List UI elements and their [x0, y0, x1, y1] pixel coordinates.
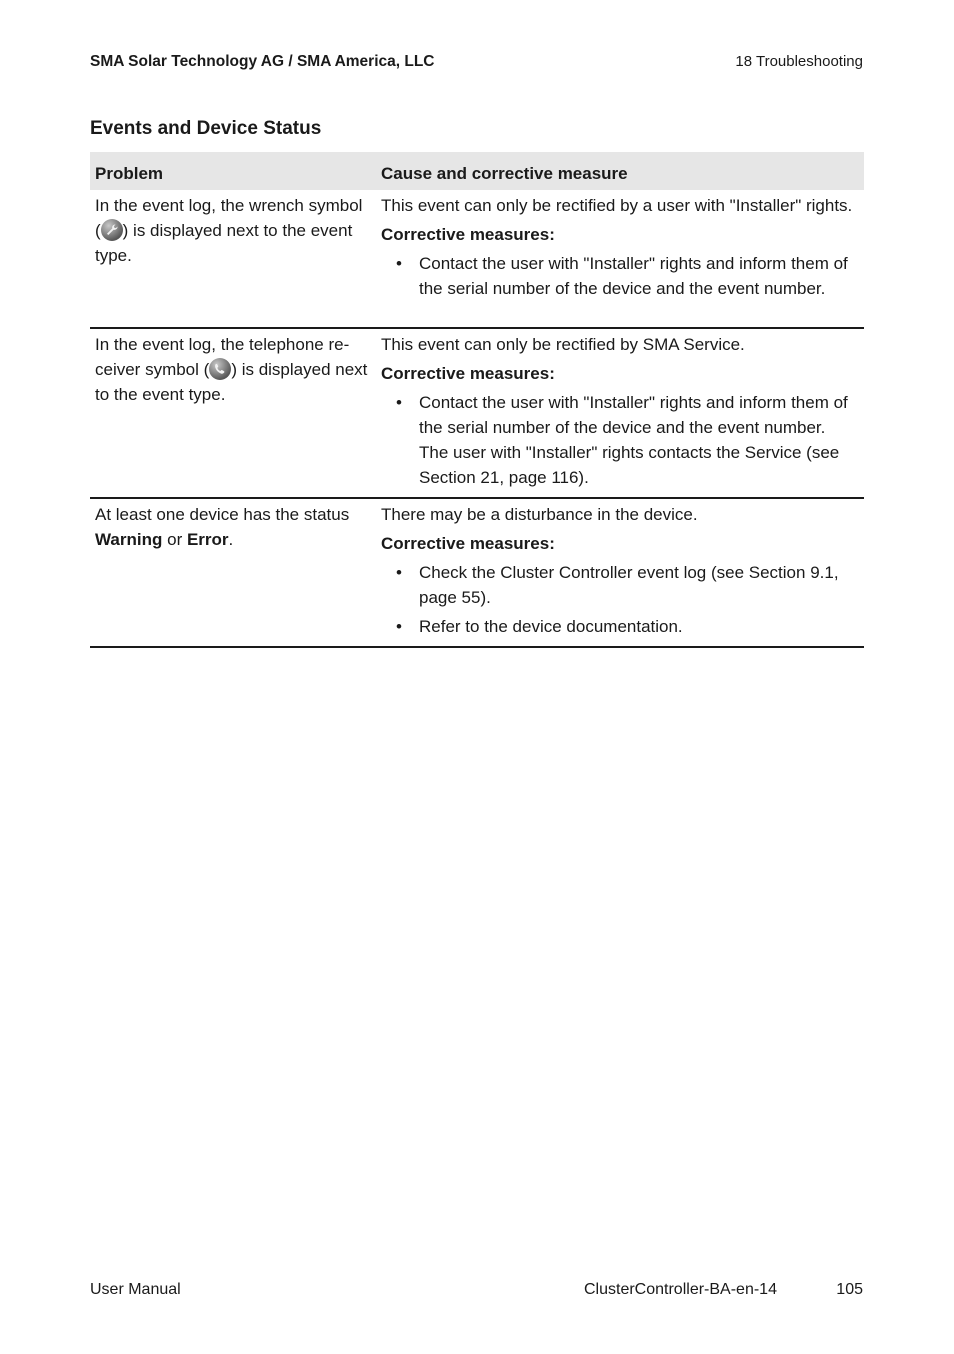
status-or: or — [167, 530, 183, 549]
wrench-icon — [101, 219, 123, 241]
column-header-problem: Problem — [90, 152, 376, 190]
problem-text-after: ) is displayed next to the event type. — [95, 221, 353, 265]
cause-cell — [376, 328, 864, 498]
corrective-measures-label: Corrective measures: — [381, 225, 555, 244]
list-item: • Refer to the device documentation. — [419, 614, 859, 639]
cause-text: This event can only be rectified by SMA Service. — [381, 335, 745, 354]
page-number: 105 — [836, 1281, 863, 1298]
troubleshooting-table — [90, 152, 864, 648]
status-warning: Warning — [95, 530, 163, 549]
status-error: Error — [186, 530, 229, 549]
cause-cell — [376, 190, 864, 328]
measures-list — [381, 251, 859, 301]
corrective-measures-label: Corrective measures: — [381, 534, 555, 553]
footer-doc-code: ClusterController-BA-en-14 — [584, 1281, 777, 1298]
section-title: Events and Device Status — [90, 118, 322, 139]
problem-cell — [90, 190, 376, 328]
footer-doc-type: User Manual — [90, 1281, 181, 1298]
column-header-cause: Cause and corrective measure — [376, 152, 864, 190]
header-chapter: 18 Troubleshooting — [735, 53, 863, 70]
problem-text-before: In the event log, the wrench symbol ( — [95, 196, 363, 240]
list-item: • Check the Cluster Controller event log (see Section 9.1, page 55). — [419, 560, 859, 610]
table-row — [90, 190, 864, 328]
problem-cell — [90, 328, 376, 498]
cause-text: This event can only be rectified by a user with "Installer" rights. — [381, 196, 853, 215]
telephone-receiver-icon — [209, 358, 231, 380]
measures-list — [381, 390, 859, 490]
problem-text: At least one device has the status — [95, 505, 350, 524]
problem-cell — [90, 498, 376, 647]
corrective-measures-label: Corrective measures: — [381, 364, 555, 383]
list-item: • Contact the user with "Installer" rights and inform them of the serial number of the device and the event number. — [419, 251, 859, 301]
list-item: • Contact the user with "Installer" rights and inform them of the serial number of the device and the event number. The user with "Installer" rights contacts the Service (see Section 21, page 116). — [419, 390, 859, 490]
status-period: . — [228, 530, 234, 549]
header-company: SMA Solar Technology AG / SMA America, LLC — [90, 53, 435, 70]
cause-cell — [376, 498, 864, 647]
cause-text: There may be a disturbance in the device. — [381, 505, 698, 524]
table-row — [90, 328, 864, 498]
measures-list — [381, 560, 859, 639]
table-row — [90, 498, 864, 647]
problem-text-before: In the event log, the telephone re-ceiver symbol ( — [95, 335, 350, 379]
problem-text-after: ) is displayed next to the event type. — [95, 360, 368, 404]
table-header-row — [90, 152, 864, 190]
